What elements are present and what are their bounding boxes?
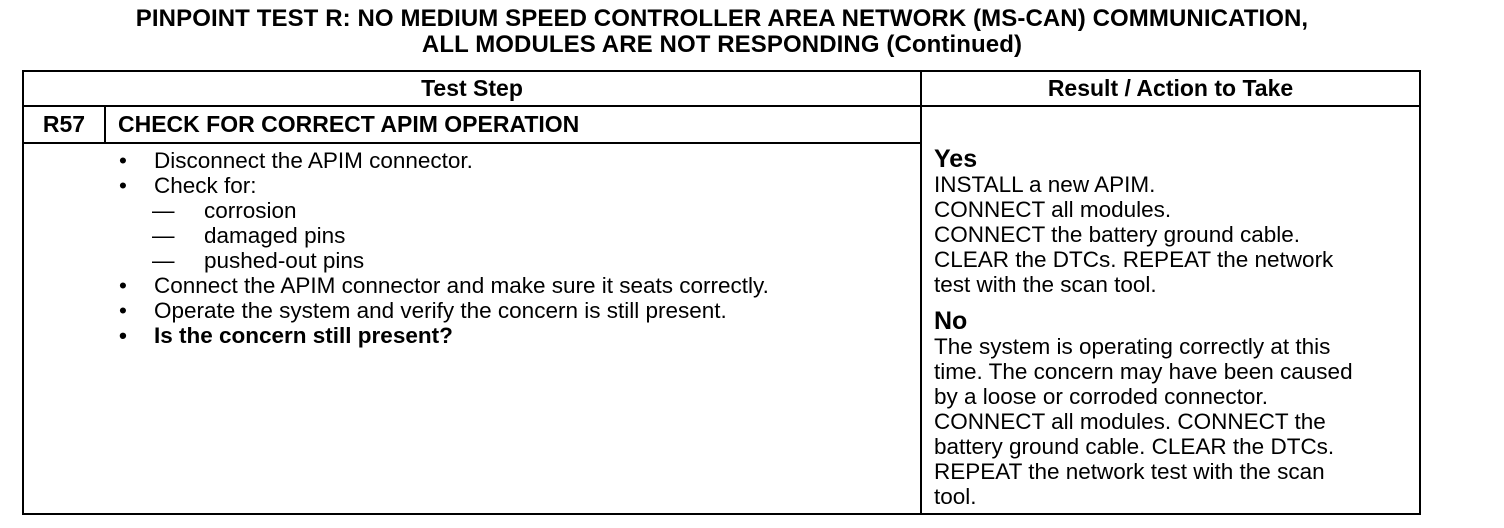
bullet-icon: • [119,173,127,198]
step-number-divider [104,105,106,143]
list-item-question [114,323,914,348]
sub-list-item [114,198,914,223]
result-no-line: tool. [934,484,977,509]
dash-icon: — [152,198,175,223]
bullet-icon: • [119,273,127,298]
bullet-icon: • [119,323,127,348]
list-item-text: Check for: [154,173,257,198]
sub-list-item-text: damaged pins [204,223,346,248]
list-item-text: Connect the APIM connector and make sure it seats correctly. [154,273,769,298]
sub-list-item-text: corrosion [204,198,297,223]
page-title [0,6,1444,58]
bullet-icon: • [119,148,127,173]
page-title-line-1: PINPOINT TEST R: NO MEDIUM SPEED CONTROLLER AREA NETWORK (MS-CAN) COMMUNICATION, [135,5,1309,32]
dash-icon: — [152,248,175,273]
sub-list-item [114,223,914,248]
sub-list-item [114,248,914,273]
result-yes-line: CONNECT the battery ground cable. [934,222,1301,247]
result-no-line: The system is operating correctly at this [934,334,1331,359]
result-no-line: battery ground cable. CLEAR the DTCs. [934,434,1335,459]
step-title: CHECK FOR CORRECT APIM OPERATION [118,111,580,137]
result-no [934,309,1414,509]
list-item-text: Operate the system and verify the concern is still present. [154,298,727,323]
sub-list-item-text: pushed-out pins [204,248,365,273]
step-instructions [114,148,914,348]
column-divider [920,70,922,515]
result-yes-line: CLEAR the DTCs. REPEAT the network [934,247,1334,272]
header-test-step: Test Step [421,75,523,101]
header-divider [22,105,1421,107]
result-yes-line: CONNECT all modules. [934,197,1172,222]
step-number: R57 [42,111,86,137]
result-yes-line: INSTALL a new APIM. [934,172,1156,197]
bullet-icon: • [119,298,127,323]
list-item-text: Disconnect the APIM connector. [154,148,473,173]
dash-icon: — [152,223,175,248]
list-item [114,173,914,198]
result-yes-label: Yes [934,145,978,173]
list-item [114,148,914,173]
result-no-line: time. The concern may have been caused [934,359,1353,384]
result-yes-line: test with the scan tool. [934,272,1157,297]
result-yes [934,147,1414,297]
list-item [114,273,914,298]
header-result-action: Result / Action to Take [1047,75,1294,101]
result-no-label: No [934,307,968,335]
page-title-line-2: ALL MODULES ARE NOT RESPONDING (Continued) [421,31,1023,58]
result-no-line: REPEAT the network test with the scan [934,459,1325,484]
result-no-line: CONNECT all modules. CONNECT the [934,409,1326,434]
step-title-divider [22,142,922,144]
list-item [114,298,914,323]
question-text: Is the concern still present? [154,323,453,348]
result-no-line: by a loose or corroded connector. [934,384,1268,409]
